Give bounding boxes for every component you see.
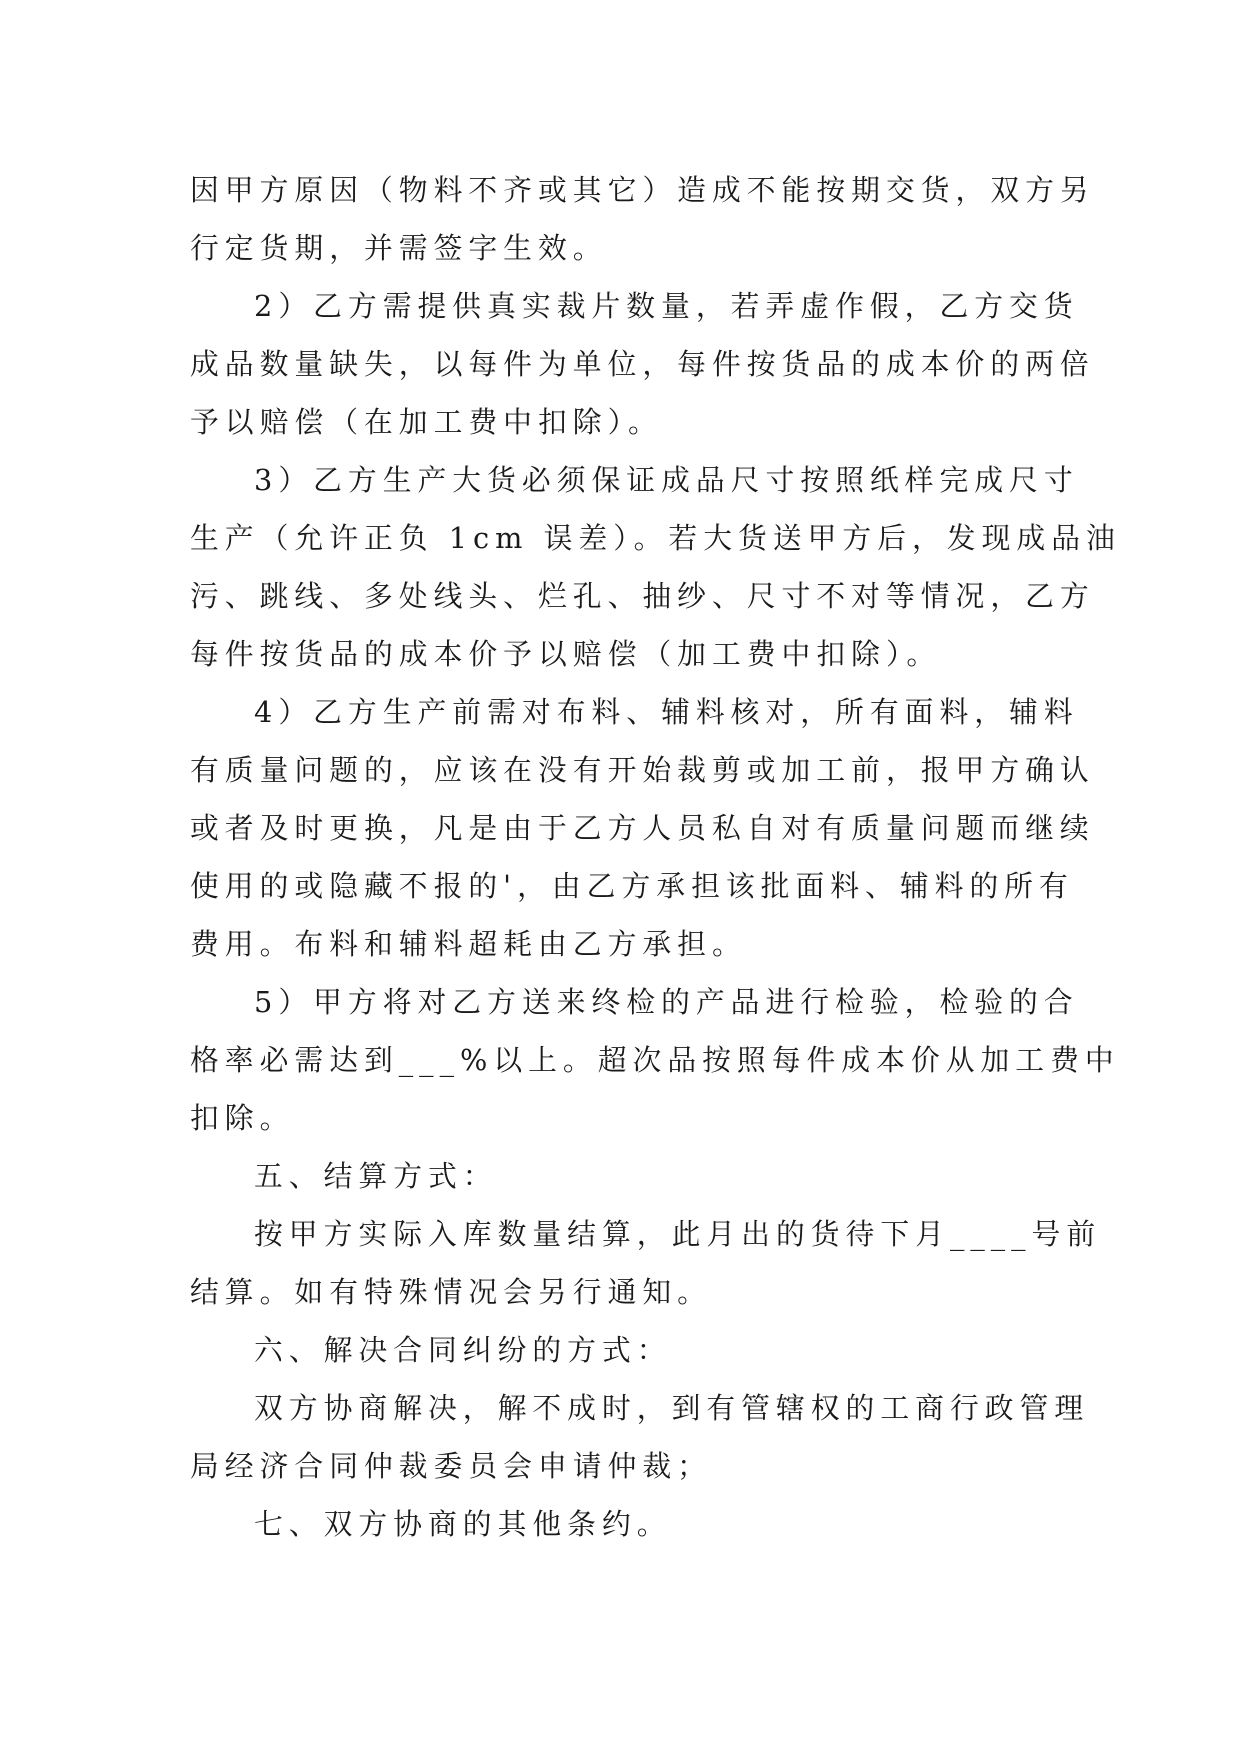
text-line: 双方协商解决，解不成时，到有管辖权的工商行政管理 [254,1391,1090,1425]
section-heading: 七、双方协商的其他条约。 [254,1507,672,1541]
text-line: 使用的或隐藏不报的'，由乙方承担该批面料、辅料的所有 [190,869,1074,903]
text-line: 成品数量缺失，以每件为单位，每件按货品的成本价的两倍 [190,347,1095,381]
text-line: 3）乙方生产大货必须保证成品尺寸按照纸样完成尺寸 [254,463,1079,497]
text-line: 因甲方原因（物料不齐或其它）造成不能按期交货，双方另 [190,173,1095,207]
text-line: 污、跳线、多处线头、烂孔、抽纱、尺寸不对等情况，乙方 [190,579,1095,613]
text-line: 或者及时更换，凡是由于乙方人员私自对有质量问题而继续 [190,811,1095,845]
text-line: 局经济合同仲裁委员会申请仲裁； [190,1449,712,1483]
text-line: 按甲方实际入库数量结算，此月出的货待下月____号前 [254,1217,1102,1251]
document-body [190,161,1121,1553]
text-line: 生产（允许正负 1cm 误差）。若大货送甲方后，发现成品油 [190,521,1121,555]
text-line: 4）乙方生产前需对布料、辅料核对，所有面料，辅料 [254,695,1079,729]
section-heading: 六、解决合同纠纷的方式： [254,1333,672,1367]
text-line: 5）甲方将对乙方送来终检的产品进行检验，检验的合 [254,985,1079,1019]
text-line: 2）乙方需提供真实裁片数量，若弄虚作假，乙方交货 [254,289,1079,323]
section-heading: 五、结算方式： [254,1159,498,1193]
text-line: 予以赔偿（在加工费中扣除）。 [190,405,663,439]
text-line: 行定货期，并需签字生效。 [190,231,608,265]
text-line: 费用。布料和辅料超耗由乙方承担。 [190,927,747,961]
text-line: 每件按货品的成本价予以赔偿（加工费中扣除）。 [190,637,942,671]
text-line: 扣除。 [190,1101,295,1135]
text-line: 结算。如有特殊情况会另行通知。 [190,1275,712,1309]
text-line: 有质量问题的，应该在没有开始裁剪或加工前，报甲方确认 [190,753,1095,787]
text-line: 格率必需达到___%以上。超次品按照每件成本价从加工费中 [190,1043,1120,1077]
